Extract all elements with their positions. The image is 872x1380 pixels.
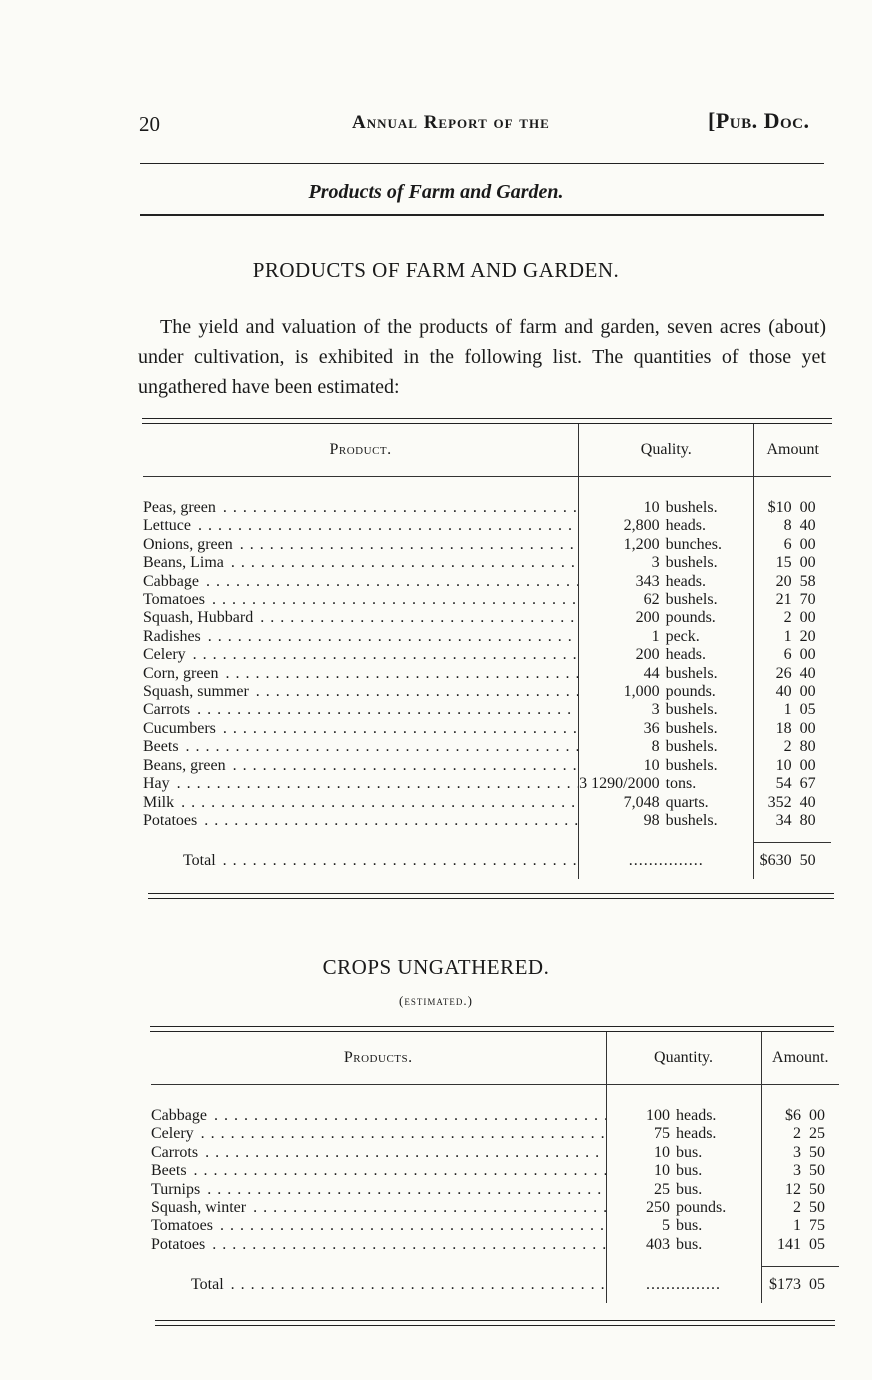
leader-dots xyxy=(203,628,579,645)
quantity-unit: heads. xyxy=(676,1107,717,1124)
product-name: Cabbage xyxy=(143,572,199,590)
amount-column-header xyxy=(754,424,831,477)
leader-dots xyxy=(202,1181,606,1198)
product-name: Beans, Lima xyxy=(143,554,224,572)
amount-cents: 20 xyxy=(799,627,816,645)
product-cell xyxy=(143,812,579,830)
page-number: 20 xyxy=(139,112,160,136)
quantity-unit: bus. xyxy=(676,1143,703,1161)
crops-spacer-row xyxy=(151,1085,839,1108)
product-name: Squash, winter xyxy=(151,1199,247,1217)
product-name: Carrots xyxy=(151,1143,199,1161)
table1-row xyxy=(143,683,831,701)
crops-total-row xyxy=(151,1267,839,1304)
product-name: Celery xyxy=(151,1125,194,1143)
total-cents: 05 xyxy=(803,1267,839,1304)
quantity-unit: pounds. xyxy=(665,683,716,701)
quantity-value: 5 xyxy=(606,1217,676,1235)
quantity-value: 200 xyxy=(579,646,666,664)
product-cell xyxy=(143,499,579,517)
table1-row xyxy=(143,609,831,627)
quantity-value: 44 xyxy=(579,665,666,683)
product-name: Carrots xyxy=(143,701,191,719)
amount-cents: 00 xyxy=(799,535,816,553)
product-name: Radishes xyxy=(143,627,201,645)
table1-row xyxy=(143,646,831,664)
product-cell xyxy=(143,794,579,812)
quantity-value: 7,048 xyxy=(579,794,666,812)
product-cell xyxy=(143,665,579,683)
crops-spacer-cell xyxy=(761,1085,803,1108)
quantity-unit: pounds. xyxy=(676,1199,727,1217)
product-name: Onions, green xyxy=(143,535,233,553)
crops-spacer-cell xyxy=(676,1085,761,1108)
table1-gap-cell xyxy=(143,830,579,843)
amount-cents: 05 xyxy=(799,701,816,719)
leader-dots xyxy=(255,609,578,626)
quantity-value: 10 xyxy=(579,499,666,517)
amount-dollars: 2 xyxy=(754,738,794,756)
quantity-unit: bushels. xyxy=(665,554,718,572)
product-cell xyxy=(143,554,579,572)
amount-cents: 00 xyxy=(799,756,816,774)
quantity-header-label: Quality. xyxy=(640,441,692,458)
product-name: Tomatoes xyxy=(143,591,205,609)
leader-dots xyxy=(199,812,578,829)
crops-gap-cell xyxy=(803,1254,839,1267)
table1-row xyxy=(143,536,831,554)
product-name: Milk xyxy=(143,793,175,811)
quantity-unit: bus. xyxy=(676,1235,703,1253)
amount-cents: 25 xyxy=(809,1125,825,1143)
product-name: Squash, summer xyxy=(143,683,249,701)
leader-dots xyxy=(218,720,579,737)
product-name: Celery xyxy=(143,646,186,664)
product-cell xyxy=(151,1107,606,1125)
amount-dollars: 2 xyxy=(761,1125,803,1143)
quantity-value: 200 xyxy=(579,609,666,627)
leader-dots xyxy=(172,775,579,792)
leader-dots xyxy=(207,1236,606,1253)
table1-spacer-cell xyxy=(143,477,579,500)
amount-cents: 00 xyxy=(799,719,816,737)
product-cell xyxy=(151,1181,606,1199)
crops-spacer-cell xyxy=(151,1085,606,1108)
amount-cents: 50 xyxy=(809,1143,825,1161)
leader-dots xyxy=(193,517,579,534)
crops-row xyxy=(151,1199,839,1217)
quantity-unit: bunches. xyxy=(665,535,723,553)
quantity-unit: bushels. xyxy=(665,756,718,774)
crops-amount-header-label: Amount. xyxy=(772,1049,829,1066)
amount-dollars: 54 xyxy=(754,775,794,793)
crops-row xyxy=(151,1236,839,1254)
product-cell xyxy=(151,1144,606,1162)
crops-spacer-cell xyxy=(803,1085,839,1108)
header-rule-bottom xyxy=(140,214,824,216)
leader-dots xyxy=(215,1217,606,1234)
product-column-header xyxy=(143,424,579,477)
amount-cents: 00 xyxy=(799,683,816,701)
table1-row xyxy=(143,720,831,738)
quantity-unit: bushels. xyxy=(665,719,718,737)
crops-title: CROPS UNGATHERED. xyxy=(322,955,550,979)
product-cell xyxy=(151,1199,606,1217)
table1-row xyxy=(143,591,831,609)
table1-row xyxy=(143,499,831,517)
amount-header-label: Amount xyxy=(766,441,819,458)
amount-cents: 40 xyxy=(799,664,816,682)
product-cell xyxy=(143,517,579,535)
quantity-unit: bus. xyxy=(676,1180,703,1198)
table1-gap-cell xyxy=(666,830,754,843)
leader-dots xyxy=(251,683,579,700)
table1-gap-row xyxy=(143,830,831,843)
leader-dots xyxy=(201,573,579,590)
leader-dots xyxy=(192,701,579,718)
total-label-cell xyxy=(143,843,579,880)
amount-dollars: 40 xyxy=(754,683,794,701)
leader-dots xyxy=(188,646,579,663)
crops-row xyxy=(151,1181,839,1199)
quantity-value: 98 xyxy=(579,812,666,830)
running-title: Annual Report of the xyxy=(352,112,550,133)
amount-dollars: 6 xyxy=(754,646,794,664)
product-name: Potatoes xyxy=(143,811,198,829)
table2-rule-bottom xyxy=(155,1320,835,1321)
table1-row xyxy=(143,794,831,812)
product-cell xyxy=(143,536,579,554)
quantity-value: 3 xyxy=(579,701,666,719)
quantity-value: 10 xyxy=(579,757,666,775)
amount-cents: 50 xyxy=(809,1162,825,1180)
amount-cents: 40 xyxy=(799,517,816,535)
total-label: Total xyxy=(183,852,216,870)
amount-cents: 80 xyxy=(799,738,816,756)
amount-cents: 05 xyxy=(809,1235,825,1253)
amount-cents: 00 xyxy=(809,1107,825,1124)
quantity-value: 1 xyxy=(579,628,666,646)
product-cell xyxy=(143,720,579,738)
leader-dots xyxy=(207,591,579,608)
leader-dots xyxy=(218,852,579,869)
product-cell xyxy=(143,609,579,627)
crops-quantity-column-header xyxy=(606,1032,761,1085)
product-cell xyxy=(143,683,579,701)
product-name: Tomatoes xyxy=(151,1217,213,1235)
quantity-value: 36 xyxy=(579,720,666,738)
crops-table xyxy=(151,1032,839,1303)
crops-gap-cell xyxy=(676,1254,761,1267)
total-dollars: $630 xyxy=(754,843,794,880)
crops-row xyxy=(151,1162,839,1180)
quantity-column-header xyxy=(579,424,754,477)
table1-spacer-cell xyxy=(794,477,831,500)
product-name: Hay xyxy=(143,775,170,793)
header-rule-top xyxy=(140,163,824,164)
amount-dollars: 20 xyxy=(754,573,794,591)
amount-cents: 75 xyxy=(809,1217,825,1235)
product-header-label: Product. xyxy=(329,441,392,458)
amount-cents: 00 xyxy=(799,554,816,572)
crops-gap-cell xyxy=(151,1254,606,1267)
leader-dots xyxy=(248,1199,606,1216)
product-cell xyxy=(143,628,579,646)
leader-dots xyxy=(189,1162,606,1179)
table2-rule-top xyxy=(150,1026,834,1027)
amount-dollars: 352 xyxy=(754,794,794,812)
quantity-value: 1,000 xyxy=(579,683,666,701)
crops-product-header-label: Products. xyxy=(343,1049,413,1066)
quantity-value: 1,200 xyxy=(579,536,666,554)
table1-row xyxy=(143,701,831,719)
products-table xyxy=(143,424,831,879)
quantity-unit: peck. xyxy=(665,627,700,645)
quantity-unit: quarts. xyxy=(665,793,709,811)
page-title: PRODUCTS OF FARM AND GARDEN. xyxy=(252,258,620,282)
table1-gap-cell xyxy=(794,830,831,843)
quantity-value: 403 xyxy=(606,1236,676,1254)
product-cell xyxy=(151,1162,606,1180)
quantity-unit: bus. xyxy=(676,1162,703,1180)
quantity-unit: heads. xyxy=(665,517,707,535)
leader-dots xyxy=(235,536,579,553)
product-cell xyxy=(143,757,579,775)
table1-spacer-cell xyxy=(579,477,666,500)
table1-row xyxy=(143,517,831,535)
table1-gap-cell xyxy=(754,830,794,843)
amount-dollars: 8 xyxy=(754,517,794,535)
quantity-unit: bushels. xyxy=(665,499,718,516)
product-name: Potatoes xyxy=(151,1235,206,1253)
product-cell xyxy=(151,1217,606,1235)
leader-dots xyxy=(221,665,579,682)
quantity-value: 3 xyxy=(579,554,666,572)
crops-product-column-header xyxy=(151,1032,606,1085)
amount-dollars: 12 xyxy=(761,1181,803,1199)
crops-gap-row xyxy=(151,1254,839,1267)
quantity-value: 25 xyxy=(606,1181,676,1199)
amount-dollars: 10 xyxy=(754,757,794,775)
amount-dollars: 6 xyxy=(754,536,794,554)
product-name: Cabbage xyxy=(151,1107,207,1124)
amount-dollars: 1 xyxy=(754,628,794,646)
leader-dots xyxy=(226,1276,606,1293)
crops-quantity-header-label: Quantity. xyxy=(654,1049,713,1066)
quantity-value: 343 xyxy=(579,573,666,591)
table1-row xyxy=(143,757,831,775)
quantity-unit: tons. xyxy=(665,775,697,793)
crops-row xyxy=(151,1217,839,1235)
total-label-cell xyxy=(151,1267,606,1304)
amount-cents: 00 xyxy=(799,646,816,664)
table1-spacer-row xyxy=(143,477,831,500)
product-cell xyxy=(151,1125,606,1143)
total-quantity: ............... xyxy=(606,1267,761,1304)
quantity-value: 100 xyxy=(606,1107,676,1125)
amount-cents: 67 xyxy=(799,775,816,793)
product-name: Squash, Hubbard xyxy=(143,609,254,627)
crops-spacer-cell xyxy=(606,1085,676,1108)
product-name: Beans, green xyxy=(143,756,226,774)
crops-gap-cell xyxy=(606,1254,676,1267)
amount-dollars: 2 xyxy=(761,1199,803,1217)
table1-rule-bottom xyxy=(148,893,834,894)
table1-row xyxy=(143,628,831,646)
table1-rule-bottom-2 xyxy=(148,898,834,899)
product-name: Beets xyxy=(151,1162,187,1180)
amount-cents: 00 xyxy=(799,609,816,627)
quantity-value: 2,800 xyxy=(579,517,666,535)
amount-dollars: 141 xyxy=(761,1236,803,1254)
amount-dollars: $6 xyxy=(761,1107,803,1125)
leader-dots xyxy=(226,554,579,571)
crops-amount-column-header xyxy=(761,1032,839,1085)
product-name: Lettuce xyxy=(143,517,191,535)
quantity-unit: bushels. xyxy=(665,701,718,719)
quantity-unit: bushels. xyxy=(665,811,718,829)
crops-subtitle: (estimated.) xyxy=(399,993,473,1008)
product-name: Peas, green xyxy=(143,499,216,516)
product-cell xyxy=(143,591,579,609)
leader-dots xyxy=(196,1125,606,1142)
amount-dollars: 3 xyxy=(761,1162,803,1180)
amount-cents: 50 xyxy=(809,1199,825,1217)
quantity-unit: bushels. xyxy=(665,738,718,756)
amount-cents: 00 xyxy=(799,499,816,516)
quantity-unit: heads. xyxy=(665,646,707,664)
table1-gap-cell xyxy=(579,830,666,843)
product-cell xyxy=(143,573,579,591)
leader-dots xyxy=(209,1107,606,1124)
product-cell xyxy=(143,775,579,793)
crops-row xyxy=(151,1144,839,1162)
table1-row xyxy=(143,738,831,756)
total-cents: 50 xyxy=(794,843,831,880)
intro-text: The yield and valuation of the products of farm and garden, seven acres (about) under cultivation, is exhibited in the following list. The quantities of those yet ungathered have been estimated: xyxy=(138,316,826,398)
total-quantity: ............... xyxy=(579,843,754,880)
crops-row xyxy=(151,1125,839,1143)
leader-dots xyxy=(181,738,579,755)
leader-dots xyxy=(200,1144,606,1161)
amount-dollars: 1 xyxy=(754,701,794,719)
amount-dollars: $10 xyxy=(754,499,794,517)
product-name: Corn, green xyxy=(143,664,219,682)
table1-total-row xyxy=(143,843,831,880)
amount-dollars: 18 xyxy=(754,720,794,738)
amount-dollars: 15 xyxy=(754,554,794,572)
amount-cents: 70 xyxy=(799,591,816,609)
amount-dollars: 1 xyxy=(761,1217,803,1235)
table1-row xyxy=(143,775,831,793)
table1-row xyxy=(143,573,831,591)
quantity-value: 3 1290/2000 xyxy=(579,775,666,793)
table1-rule-top xyxy=(142,418,832,419)
amount-dollars: 21 xyxy=(754,591,794,609)
product-cell xyxy=(151,1236,606,1254)
quantity-value: 62 xyxy=(579,591,666,609)
amount-dollars: 2 xyxy=(754,609,794,627)
table1-spacer-cell xyxy=(754,477,794,500)
section-heading: Products of Farm and Garden. xyxy=(308,181,564,203)
total-dollars: $173 xyxy=(761,1267,803,1304)
quantity-unit: bushels. xyxy=(665,664,718,682)
quantity-value: 10 xyxy=(606,1162,676,1180)
amount-cents: 50 xyxy=(809,1180,825,1198)
intro-paragraph xyxy=(138,312,826,402)
quantity-unit: bushels. xyxy=(665,591,718,609)
product-name: Beets xyxy=(143,738,179,756)
product-cell xyxy=(143,738,579,756)
total-label: Total xyxy=(191,1276,224,1293)
document-label: [Pub. Doc. xyxy=(708,108,810,133)
leader-dots xyxy=(228,757,579,774)
quantity-value: 250 xyxy=(606,1199,676,1217)
amount-dollars: 26 xyxy=(754,665,794,683)
quantity-unit: heads. xyxy=(665,572,707,590)
product-name: Cucumbers xyxy=(143,719,216,737)
product-name: Turnips xyxy=(151,1180,201,1198)
table1-row xyxy=(143,554,831,572)
product-cell xyxy=(143,701,579,719)
crops-row xyxy=(151,1107,839,1125)
quantity-unit: heads. xyxy=(676,1125,717,1143)
leader-dots xyxy=(176,794,579,811)
table2-rule-bottom-2 xyxy=(155,1325,835,1326)
crops-gap-cell xyxy=(761,1254,803,1267)
table1-spacer-cell xyxy=(666,477,754,500)
quantity-value: 10 xyxy=(606,1144,676,1162)
amount-cents: 58 xyxy=(799,572,816,590)
amount-dollars: 3 xyxy=(761,1144,803,1162)
quantity-value: 8 xyxy=(579,738,666,756)
quantity-value: 75 xyxy=(606,1125,676,1143)
amount-cents: 40 xyxy=(799,793,816,811)
table1-row xyxy=(143,665,831,683)
quantity-unit: pounds. xyxy=(665,609,716,627)
amount-dollars: 34 xyxy=(754,812,794,830)
product-cell xyxy=(143,646,579,664)
amount-cents: 80 xyxy=(799,811,816,829)
leader-dots xyxy=(218,499,579,516)
quantity-unit: bus. xyxy=(676,1217,703,1235)
table1-row xyxy=(143,812,831,830)
